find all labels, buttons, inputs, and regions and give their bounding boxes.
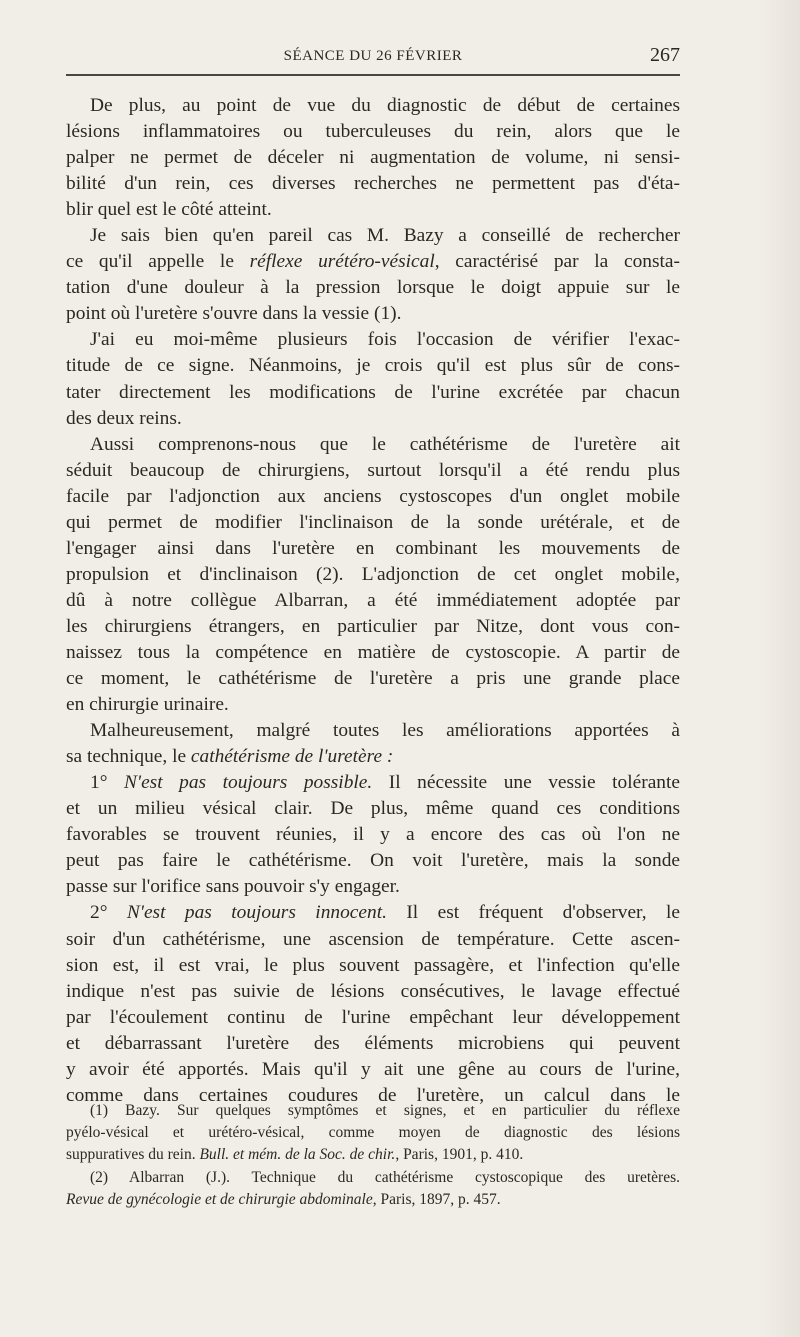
text-line: titude de ce signe. Néanmoins, je crois qu'il est plus sûr de cons-	[66, 355, 680, 377]
text-line	[66, 744, 680, 770]
footnote-line	[66, 1144, 680, 1166]
text-line: sion est, il est vrai, le plus souvent passagère, et l'infection qu'elle	[66, 954, 680, 976]
text-line: y avoir été apportés. Mais qu'il y ait une gêne au cours de l'urine,	[66, 1058, 680, 1080]
text-line: par l'écoulement continu de l'urine empêchant leur développement	[66, 1006, 680, 1028]
footnote-line: pyélo-vésical et urétéro-vésical, comme moyen de diagnostic des lésions	[66, 1124, 680, 1142]
text-line: en chirurgie urinaire.	[66, 694, 229, 716]
text-line: passe sur l'orifice sans pouvoir s'y engager.	[66, 876, 400, 898]
text-run: , caractérisé par la consta-	[434, 251, 680, 273]
text-line: des deux reins.	[66, 407, 182, 429]
header-rule	[66, 74, 680, 76]
running-head: SÉANCE DU 26 FÉVRIER	[283, 48, 463, 64]
footnotes	[66, 1100, 680, 1211]
paragraph-6	[66, 770, 680, 900]
main-text	[66, 93, 680, 1109]
text-line: point où l'uretère s'ouvre dans la vessie (1).	[66, 303, 402, 325]
text-line: propulsion et d'inclinaison (2). L'adjonction de cet onglet mobile,	[66, 563, 680, 585]
text-line: comme dans certaines coudures de l'uretère, un calcul dans le	[66, 1084, 680, 1106]
footnote-line: (2) Albarran (J.). Technique du cathétérisme cystoscopique des uretères.	[90, 1168, 680, 1186]
text-line: lésions inflammatoires ou tuberculeuses du rein, alors que le	[66, 121, 680, 143]
italic-term: cathétérisme de l'uretère :	[190, 746, 394, 768]
italic-citation: Revue de gynécologie et de chirurgie abdominale	[66, 1190, 373, 1208]
text-line: Malheureusement, malgré toutes les améliorations apportées à	[90, 720, 680, 742]
paragraph-7	[66, 900, 680, 1108]
text-line: ce moment, le cathétérisme de l'uretère a pris une grande place	[66, 668, 680, 690]
list-number: 2°	[90, 902, 127, 924]
paragraph-3	[66, 327, 680, 431]
text-line: bilité d'un rein, ces diverses recherches ne permettent pas d'éta-	[66, 173, 680, 195]
footnote-1	[66, 1100, 680, 1167]
text-line: et débarrassant l'uretère des éléments microbiens qui peuvent	[66, 1032, 680, 1054]
text-line: l'engager ainsi dans l'uretère en combinant les mouvements de	[66, 537, 680, 559]
footnote-line: (1) Bazy. Sur quelques symptômes et signes, et en particulier du réflexe	[90, 1102, 680, 1119]
text-run: , Paris, 1901, p. 410.	[395, 1146, 524, 1164]
text-line: tater directement les modifications de l'urine excrétée par chacun	[66, 381, 680, 403]
italic-heading: N'est pas toujours possible.	[124, 772, 373, 794]
text-run: sa technique, le	[66, 746, 191, 768]
text-line: soir d'un cathétérisme, une ascension de température. Cette ascen-	[66, 928, 680, 950]
paragraph-5	[66, 718, 680, 770]
text-line: palper ne permet de déceler ni augmentation de volume, ni sensi-	[66, 147, 680, 169]
text-line: J'ai eu moi-même plusieurs fois l'occasion de vérifier l'exac-	[90, 329, 680, 351]
text-run: , Paris, 1897, p. 457.	[372, 1190, 501, 1208]
page-header	[66, 44, 680, 74]
page-edge-shadow	[760, 0, 800, 1337]
text-run: Il est fréquent d'observer, le	[386, 902, 680, 924]
paragraph-4	[66, 432, 680, 719]
text-run: Il nécessite une vessie tolérante	[372, 772, 680, 794]
text-line: les chirurgiens étrangers, en particulier par Nitze, dont vous con-	[66, 615, 680, 637]
text-line: dû à notre collègue Albarran, a été immédiatement adoptée par	[66, 589, 680, 611]
italic-term: réflexe urétéro-vésical	[249, 251, 435, 273]
page-number: 267	[650, 44, 680, 66]
text-line: qui permet de modifier l'inclinaison de la sonde urétérale, et de	[66, 511, 680, 533]
text-line: peut pas faire le cathétérisme. On voit l'uretère, mais la sonde	[66, 850, 680, 872]
text-line	[66, 770, 680, 796]
text-line	[66, 249, 680, 275]
text-line: favorables se trouvent réunies, il y a encore des cas où l'on ne	[66, 824, 680, 846]
text-line: Je sais bien qu'en pareil cas M. Bazy a conseillé de rechercher	[90, 225, 680, 247]
paragraph-2	[66, 223, 680, 327]
text-line: naissez tous la compétence en matière de cystoscopie. A partir de	[66, 641, 680, 663]
italic-citation: Bull. et mém. de la Soc. de chir.	[199, 1146, 396, 1164]
list-number: 1°	[90, 772, 124, 794]
text-line: tation d'une douleur à la pression lorsque le doigt appuie sur le	[66, 277, 680, 299]
text-run: suppuratives du rein.	[66, 1146, 200, 1164]
text-line	[66, 900, 680, 926]
text-run: ce qu'il appelle le	[66, 251, 250, 273]
text-line: De plus, au point de vue du diagnostic de début de certaines	[90, 95, 680, 116]
text-line: Aussi comprenons-nous que le cathétérisme de l'uretère ait	[90, 433, 680, 455]
footnote-2	[66, 1167, 680, 1211]
text-line: et un milieu vésical clair. De plus, même quand ces conditions	[66, 798, 680, 820]
footnote-line	[66, 1189, 680, 1211]
text-line: séduit beaucoup de chirurgiens, surtout lorsqu'il a été rendu plus	[66, 459, 680, 481]
text-line: facile par l'adjonction aux anciens cystoscopes d'un onglet mobile	[66, 485, 680, 507]
text-line: indique n'est pas suivie de lésions consécutives, le lavage effectué	[66, 980, 680, 1002]
text-line: blir quel est le côté atteint.	[66, 199, 272, 221]
paragraph-1	[66, 93, 680, 223]
italic-heading: N'est pas toujours innocent.	[126, 902, 387, 924]
